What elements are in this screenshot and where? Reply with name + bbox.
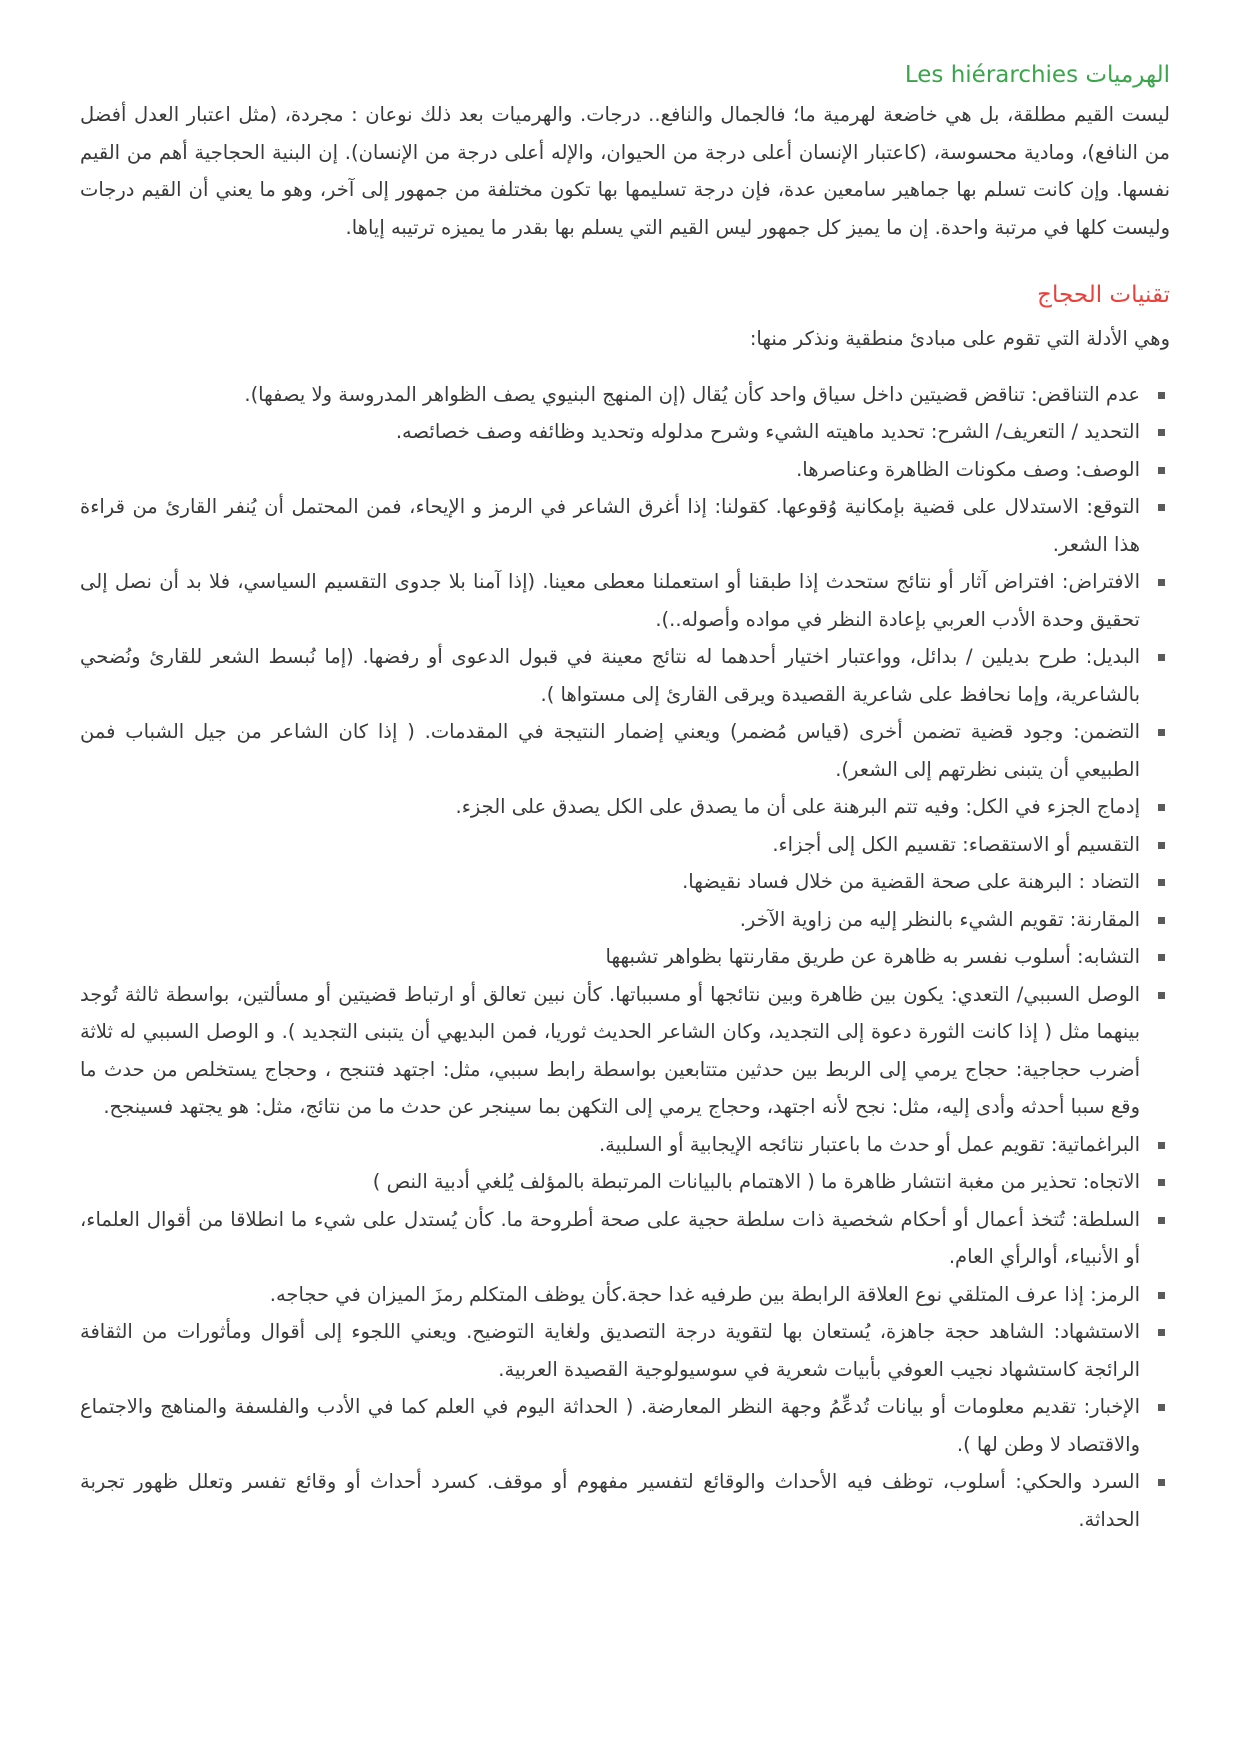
list-item [80, 976, 1140, 1126]
bullet-icon [1158, 1404, 1165, 1411]
bullet-icon [1158, 879, 1165, 886]
list-item-text: الوصل السببي/ التعدي: يكون بين ظاهرة وبين نتائجها أو مسبباتها. كأن نبين تعالق أو ارتباط قضيتين أو مسألتين، بواسطة ثالثة تُوجد بينهما مثل ( إذا كانت الثورة دعوة إلى التجديد، وكان الشاعر الحديث ثوريا، فمن البديهي أن يتبنى التجديد ). و الوصل السببي له ثلاثة أضرب حجاجية: حجاج يرمي إلى الربط بين حدثين متتابعين بواسطة رابط سببي، مثل: اجتهد فتنجح ، وحجاج يستخلص من حدث ما وقع سببا أحدثه وأدى إليه، مثل: نجح لأنه اجتهد، وحجاج يرمي إلى التكهن بما سينجر عن حدث ما من نتائج، مثل: هو يجتهد فسينجح. [80, 982, 1140, 1118]
techniques-list [80, 376, 1170, 1539]
techniques-title: تقنيات الحجاج [1037, 282, 1170, 308]
list-item [80, 1463, 1140, 1538]
list-item [80, 563, 1140, 638]
bullet-icon [1158, 992, 1165, 999]
list-item-text: التوقع: الاستدلال على قضية بإمكانية وُقوعها. كقولنا: إذا أغرق الشاعر في الرمز و الإيحاء، فمن المحتمل أن يُنفر القارئ من قراءة هذا الشعر. [80, 495, 1140, 556]
bullet-icon [1158, 392, 1165, 399]
list-item-text: عدم التناقض: تناقض قضيتين داخل سياق واحد كأن يُقال (إن المنهج البنيوي يصف الظواهر المدروسة ولا يصفها). [244, 382, 1140, 406]
bullet-icon [1158, 804, 1165, 811]
list-item [80, 1313, 1140, 1388]
bullet-icon [1158, 654, 1165, 661]
techniques-intro: وهي الأدلة التي تقوم على مبادئ منطقية ونذكر منها: [749, 327, 1170, 350]
bullet-icon [1158, 842, 1165, 849]
list-item-text: الافتراض: افتراض آثار أو نتائج ستحدث إذا طبقنا أو استعملنا معطى معينا. (إذا آمنا بلا جدوى التقسيم السياسي، فلا بد أن نصل إلى تحقيق وحدة الأدب العربي بإعادة النظر في مواده وأصوله..). [80, 570, 1140, 631]
bullet-icon [1158, 1479, 1165, 1486]
list-item [80, 1201, 1140, 1276]
list-item-text: السرد والحكي: أسلوب، توظف فيه الأحداث والوقائع لتفسير مفهوم أو موقف. كسرد أحداث أو وقائع تفسر وتعلل ظهور تجربة الحداثة. [80, 1470, 1140, 1531]
hierarchies-title [80, 56, 1170, 94]
bullet-icon [1158, 729, 1165, 736]
list-item-text: الاتجاه: تحذير من مغبة انتشار ظاهرة ما ( الاهتمام بالبيانات المرتبطة بالمؤلف يُلغي أدبية النص ) [372, 1170, 1140, 1193]
list-item [80, 901, 1140, 939]
bullet-icon [1158, 467, 1165, 474]
list-item [80, 413, 1140, 451]
list-item [80, 826, 1140, 864]
bullet-icon [1158, 1142, 1165, 1149]
list-item [80, 376, 1140, 414]
hierarchies-title-ar: الهرميات [1085, 62, 1170, 88]
list-item-text: إدماج الجزء في الكل: وفيه تتم البرهنة على أن ما يصدق على الكل يصدق على الجزء. [455, 795, 1140, 818]
list-item [80, 638, 1140, 713]
list-item-text: التشابه: أسلوب نفسر به ظاهرة عن طريق مقارنتها بظواهر تشبهها [605, 945, 1140, 968]
bullet-icon [1158, 917, 1165, 924]
list-item-text: المقارنة: تقويم الشيء بالنظر إليه من زاوية الآخر. [739, 907, 1140, 931]
list-item-text: الاستشهاد: الشاهد حجة جاهزة، يُستعان بها لتقوية درجة التصديق ولغاية التوضيح. ويعني اللجوء إلى أقوال ومأثورات من الثقافة الرائجة كاستشهاد نجيب العوفي بأبيات شعرية في سوسيولوجية القصيدة العربية. [80, 1320, 1140, 1381]
list-item [80, 488, 1140, 563]
hierarchies-paragraph: ليست القيم مطلقة، بل هي خاضعة لهرمية ما؛ فالجمال والنافع.. درجات. والهرميات بعد ذلك نوعان : مجردة، (مثل اعتبار العدل أفضل من النافع)، ومادية محسوسة، (كاعتبار الإنسان أعلى درجة من الحيوان، والإله أعلى درجة من الإنسان). إن البنية الحجاجية أهم من القيم نفسها. وإن كانت تسلم بها جماهير سامعين عدة، فإن درجة تسليمها بها تكون مختلفة من جمهور إلى آخر، وهو ما يعني أن القيم درجات وليست كلها في مرتبة واحدة. إن ما يميز كل جمهور ليس القيم التي يسلم بها بقدر ما يميزه ترتيبه إياها. [80, 103, 1170, 239]
bullet-icon [1158, 1179, 1165, 1186]
list-item [80, 863, 1140, 901]
list-item-text: الرمز: إذا عرف المتلقي نوع العلاقة الرابطة بين طرفيه غدا حجة.كأن يوظف المتكلم رمزَ الميزان في حجاجه. [269, 1282, 1140, 1306]
list-item [80, 1276, 1140, 1314]
list-item-text: البراغماتية: تقويم عمل أو حدث ما باعتبار نتائجه الإيجابية أو السلبية. [598, 1132, 1140, 1156]
list-item [80, 1388, 1140, 1463]
bullet-icon [1158, 504, 1165, 511]
list-item [80, 788, 1140, 826]
bullet-icon [1158, 1292, 1165, 1299]
bullet-icon [1158, 1217, 1165, 1224]
hierarchies-title-fr: Les hiérarchies [904, 62, 1079, 88]
bullet-icon [1158, 954, 1165, 961]
list-item [80, 1126, 1140, 1164]
bullet-icon [1158, 579, 1165, 586]
list-item [80, 713, 1140, 788]
list-item [80, 938, 1140, 976]
list-item-text: التضاد : البرهنة على صحة القضية من خلال فساد نقيضها. [682, 870, 1140, 893]
list-item-text: التقسيم أو الاستقصاء: تقسيم الكل إلى أجزاء. [772, 832, 1140, 856]
list-item-text: الإخبار: تقديم معلومات أو بيانات تُدعِّمُ وجهة النظر المعارضة. ( الحداثة اليوم في العلم كما في الأدب والفلسفة والمناهج والاجتماع والاقتصاد لا وطن لها ). [80, 1395, 1140, 1456]
list-item [80, 451, 1140, 489]
list-item-text: البديل: طرح بديلين / بدائل، وواعتبار اختيار أحدهما له نتائج معينة في قبول الدعوى أو رفضها. (إما نُبسط الشعر للقارئ ونُضحي بالشاعرية، وإما نحافظ على شاعرية القصيدة ويرقى القارئ إلى مستواها ). [80, 645, 1140, 706]
list-item-text: السلطة: تُتخذ أعمال أو أحكام شخصية ذات سلطة حجية على صحة أطروحة ما. كأن يُستدل على شيء ما انطلاقا من أقوال العلماء، أو الأنبياء، أوالرأي العام. [80, 1207, 1140, 1268]
list-item-text: الوصف: وصف مكونات الظاهرة وعناصرها. [796, 457, 1140, 481]
bullet-icon [1158, 429, 1165, 436]
list-item-text: التحديد / التعريف/ الشرح: تحديد ماهيته الشيء وشرح مدلوله وتحديد وظائفه وصف خصائصه. [395, 420, 1140, 443]
list-item-text: التضمن: وجود قضية تضمن أخرى (قياس مُضمر) ويعني إضمار النتيجة في المقدمات. ( إذا كان الشاعر من جيل الشباب فمن الطبيعي أن يتبنى نظرتهم إلى الشعر). [80, 720, 1140, 781]
bullet-icon [1158, 1329, 1165, 1336]
list-item [80, 1163, 1140, 1201]
